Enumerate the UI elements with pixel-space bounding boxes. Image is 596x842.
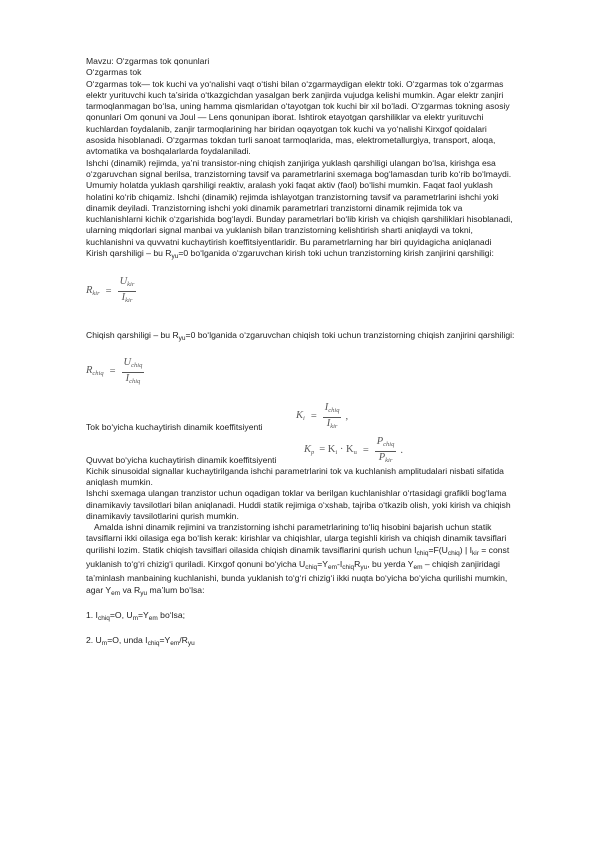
current-gain-row <box>86 402 516 436</box>
input-resistance-definition: Kirish qarshiligi – bu $R_{yu}=0$ bo‘lganida o‘zgaruvchan kirish toki uchun tranzistorning kirish zanjirini qarshiligi: <box>86 248 494 261</box>
document-page <box>86 56 516 650</box>
paragraph-intro: O‘zgarmas tok— tok kuchi va yo‘nalishi vaqt o‘tishi bilan o‘zgarmaydigan elektr toki. O‘zgarmas tok o‘zgarmas elektr yurituvchi kuch ta’sirida o‘tkazgichdan yasalgan berk zanjirda vujudga kelishi mumkin. Agar elektr zanjiri tarmoqlanmagan bo‘lsa, uning hamma qismlaridan o‘tayotgan tok kuchi bir xil bo‘ladi. O‘zgarmas tokning asosiy qonunlari Om qonuni va Joul — Lens qonunipan iborat. Ishtirok etayotgan qarshiliklar va elektr yurituvchi kuchlardan foydalanib, zanjir tarmoqlarining har biridan oqayotgan tok kuchi va yo‘nalishi Kirxgof qoidalari asosida hisoblanadi. O‘zgarmas tokdan turli sanoat tarmoqlarida, mas, elektrometallurgiya, transport, aloqa, avtomatika va boshqalarlarda foydalaniladi. <box>86 78 510 157</box>
doc-title: Mavzu: O‘zgarmas tok qonunlari <box>86 56 210 66</box>
list-item-1: 1. $I_{chiq}=O$, $U_m=Y_{em}$ bo‘lsa; <box>86 609 186 622</box>
doc-subtitle: O‘zgarmas tok <box>86 67 142 78</box>
formula-current-gain: $K_i$ = $\frac{I_{chiq}}{I_{kir}}$ , <box>296 401 349 430</box>
list-item-2: 2. $U_m=O$, unda $I_{chiq}=Y_{em}/R_{yu}$ <box>86 635 195 648</box>
paragraph-graphical: Ishchi sxemaga ulangan tranzistor uchun oqadigan toklar va berilgan kuchlanishlar o‘rtasidagi grafikli bog‘lama dinamikaviy tavsilotlari bilan aniqlanadi. Huddi statik rejimiga o‘xshab, tajriba o‘tkazib olish, yoki kirish va chiqish dinamikaviy tavsilotlarini qurish mumkin. <box>86 488 511 521</box>
current-gain-label: Tok bo‘yicha kuchaytirish dinamik koeffitsiyenti <box>86 421 263 432</box>
formula-input-resistance: $R_{kir}$ = $\frac{U_{kir}}{I_{kir}}$ <box>86 276 135 305</box>
output-resistance-definition: Chiqish qarshiligi – bu $R_{yu}=0$ bo‘lganida o‘zgaruvchan chiqish toki uchun tranzistorning chiqish zanjirini qarshiligi: <box>86 330 515 343</box>
paragraph-sinusoidal: Kichik sinusoidal signallar kuchaytirilganda ishchi parametrlarini tok va kuchlanish amplitudalari nisbati sifatida aniqlash mumkin. <box>86 465 504 487</box>
power-gain-label: Quvvat bo‘yicha kuchaytirish dinamik koeffitsiyenti <box>86 454 277 465</box>
paragraph-dynamic-mode: Ishchi (dinamik) rejimda, ya’ni transistor-ning chiqish zanjiriga yuklash qarshiligi ulangan bo‘lsa, kirishga esa o‘zgaruvchan signal berilsa, tranzistorning tavsif va parametrlarini sxemaga bog‘lamasdan turib ko‘rib bo‘lmaydi. Umumiy holatda yuklash qarshiligi reaktiv, aralash yoki faqat aktiv (faol) bo‘lishi mumkin. Faqat faol yuklash holatini ko‘rib chiqamiz. Ishchi (dinamik) rejimda ishlayotgan tranzistorning tavsif va parametrlarini ishchi yoki dinamik deyiladi. Tranzistorning ishchi yoki dinamik parametrlari tranzistorni dinamik rejimida tok va kuchlanishlarni kichik o‘zgarishida bog‘laydi. Bunday parametrlari bo‘lib kirish va chiqish qarshiliklari hisoblanadi, ularning miqdorlari signal manbai va yuklanish bilan tranzistorning kelishtirish sharti aniqlaydi va tokni, kuchlanishni va quvvatni kuchaytirish koeffitsiyentlaridir. Bu parametrlarning har biri quyidagicha aniqlanadi <box>86 157 513 247</box>
formula-power-gain: $K_p$ = $K_i \cdot K_u$ = $\frac{P_{chiq}}{P_{kir}}$ . <box>304 435 403 464</box>
power-gain-row <box>86 436 516 466</box>
paragraph-load-line: Amalda ishni dinamik rejimini va tranzistorning ishchi parametrlarining to‘liq hisobini bajarish uchun statik tavsiflarni ikki oilasiga ega bo‘lish kerak: kirishlar va chiqishlar, ularga tegishli kirish va chiqish dinamik tavsiflari qurilishi lozim. Statik chiqish tavsiflari oilasida chiqish dinamik tavsiflarini qurish uchun $I_{chiq}=F(U_{chiq})$ | $I_{kir}$ = const yuklanish to‘g‘ri chizig‘i quriladi. Kirxgof qonuni bo‘yicha $U_{chiq}=Y_{em}-I_{chiq}R_{yu}$, bu yerda $Y_{em}$ – chiqish zanjiridagi ta’minlash manbaining kuchlanishi, bunda yuklanish to‘g‘ri chizig‘i ikki nuqta bo‘yicha bo‘yicha qurilishi mumkin, agar $Y_{em}$ va $R_{yu}$ ma’lum bo‘lsa: <box>86 522 510 597</box>
formula-output-resistance: $R_{chiq}$ = $\frac{U_{chiq}}{I_{chiq}}$ <box>86 356 143 385</box>
